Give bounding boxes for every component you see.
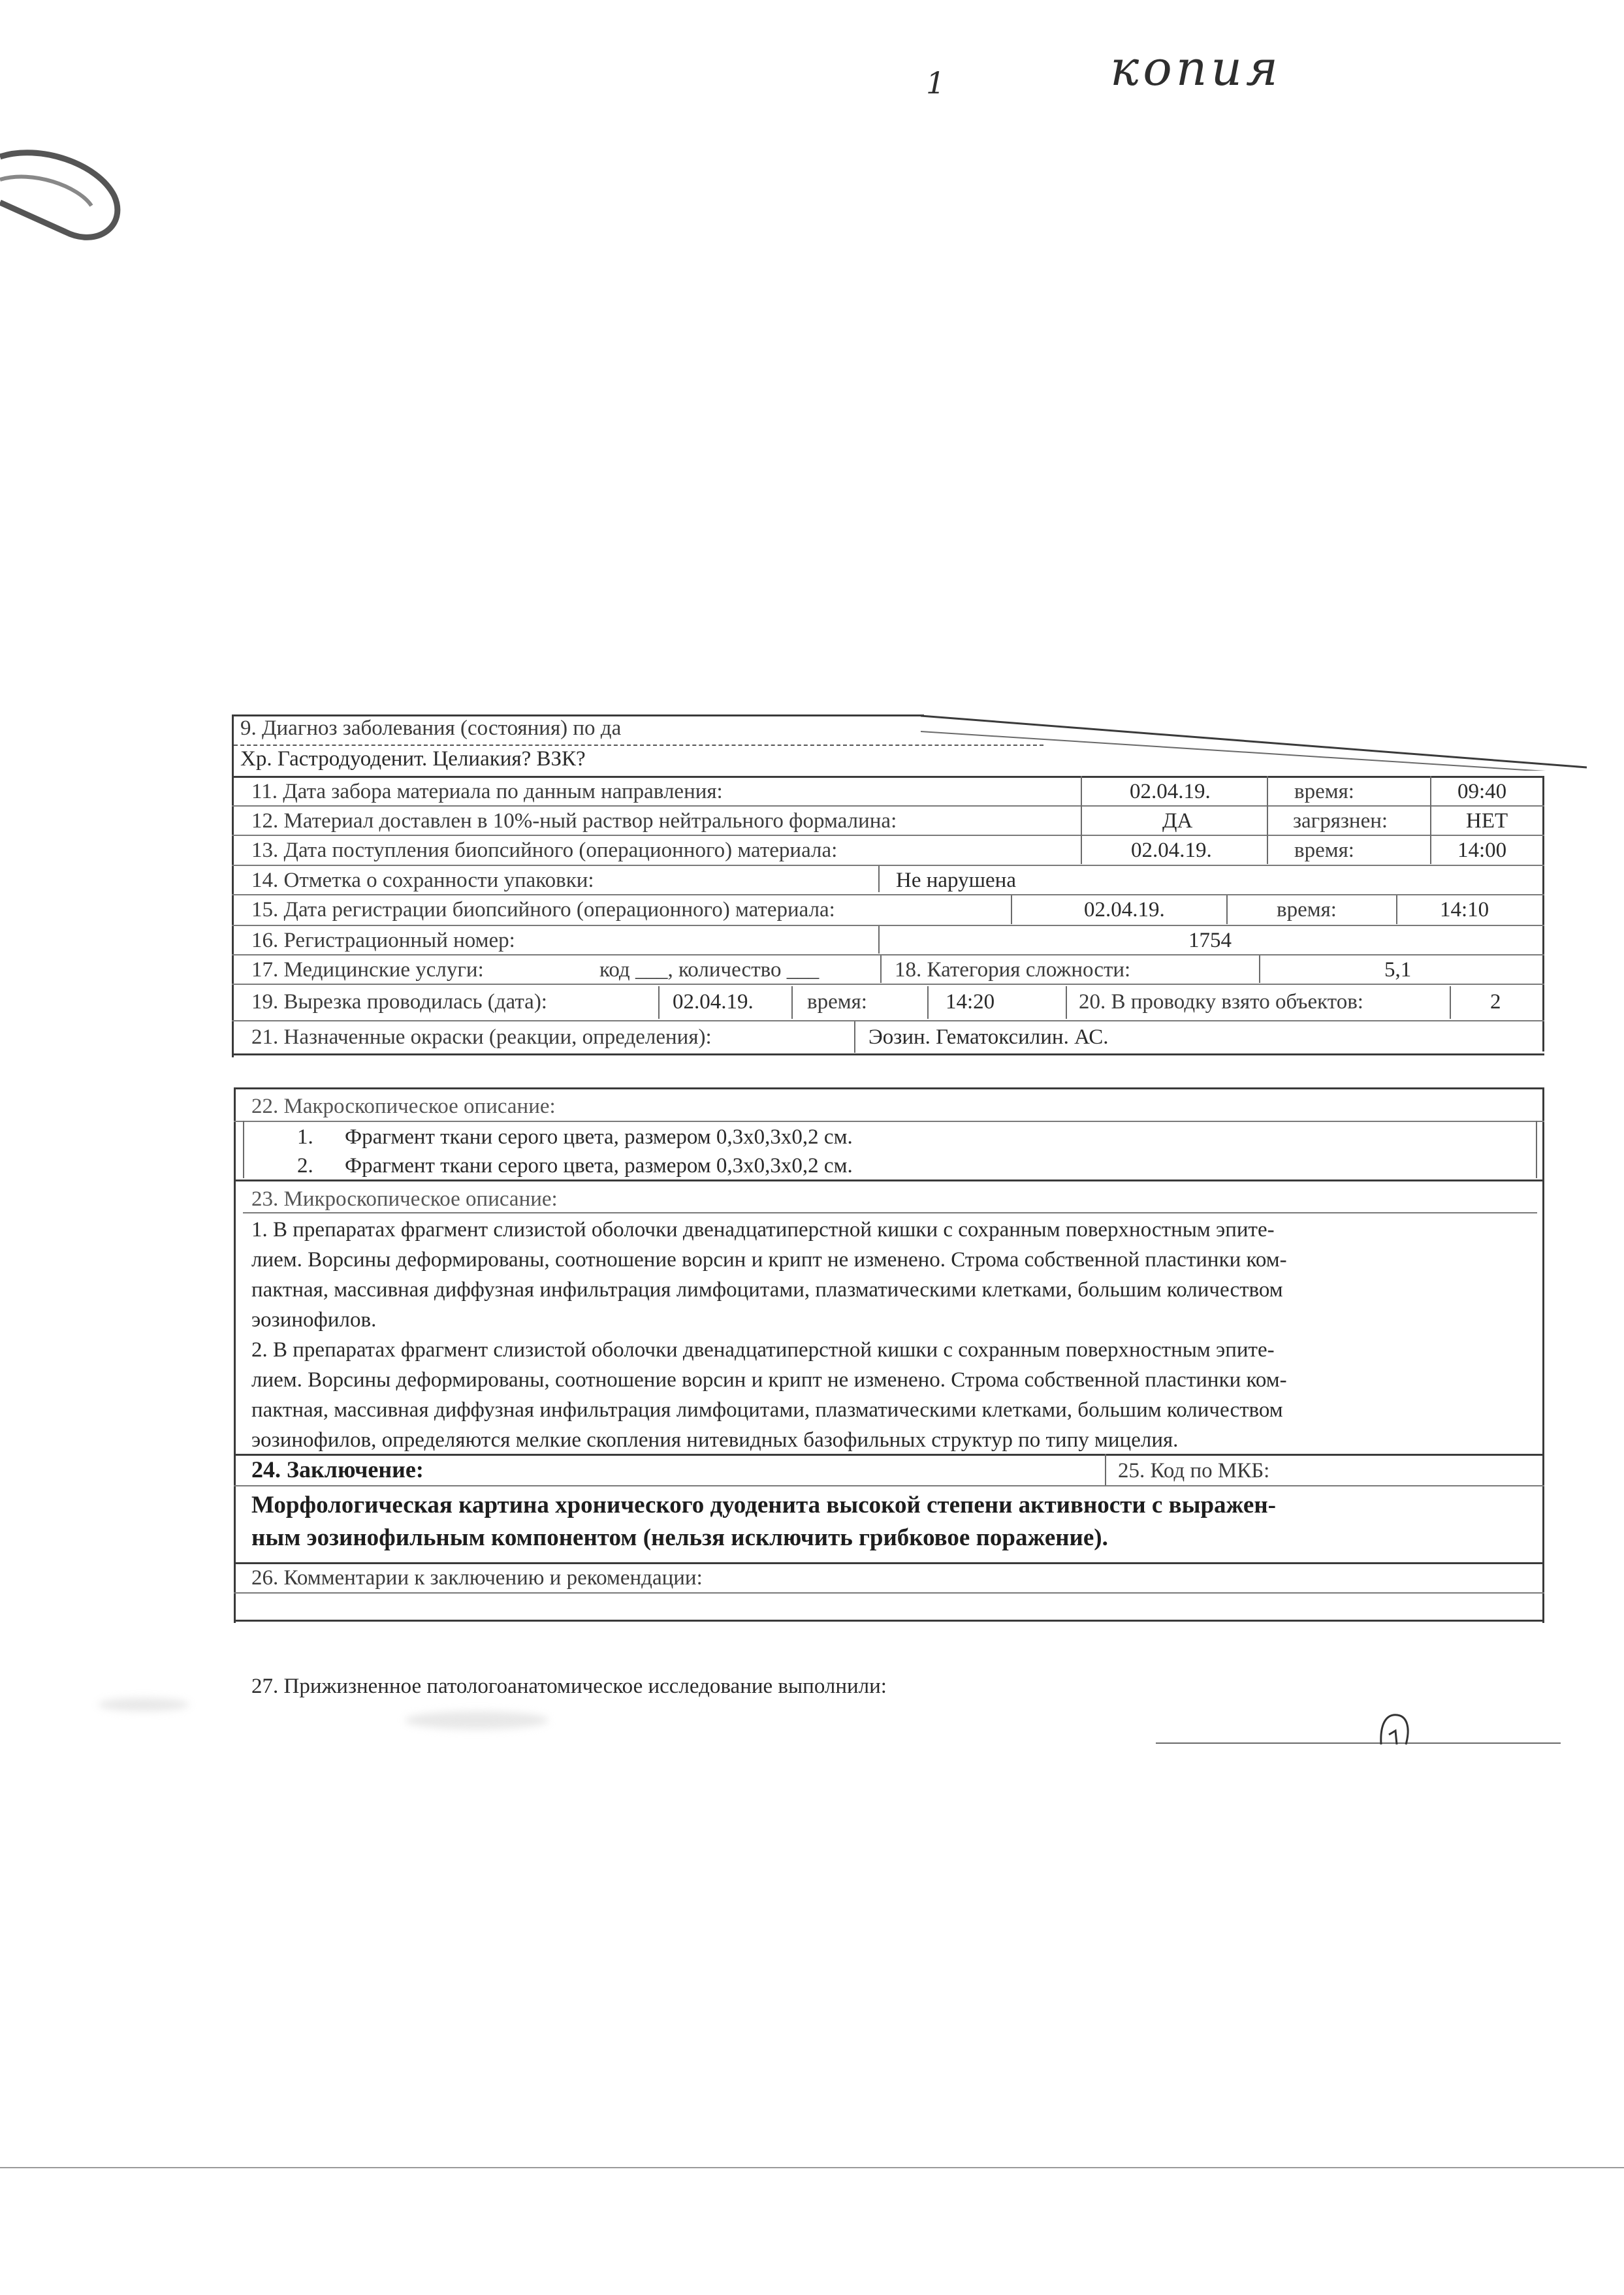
item18-label: 18. Категория сложности:: [895, 958, 1131, 982]
item18-complexity-value: 5,1: [1384, 958, 1412, 982]
col-divider: [878, 926, 880, 954]
item13-time: 14:00: [1457, 839, 1507, 862]
item19-time: 14:20: [946, 990, 995, 1014]
micro-line: 1. В препаратах фрагмент слизистой оболочки двенадцатиперстной кишки с сохранным поверхностным эпите-: [251, 1218, 1275, 1242]
macro-item-text: Фрагмент ткани серого цвета, размером 0,3х0,3х0,2 см.: [345, 1154, 853, 1178]
item25-label: 25. Код по МКБ:: [1118, 1459, 1270, 1483]
item15-date: 02.04.19.: [1084, 898, 1165, 922]
paper-clip-shadow: [0, 118, 157, 261]
row-divider: [234, 1485, 1544, 1486]
item12-label: 12. Материал доставлен в 10%-ный раствор нейтрального формалина:: [251, 809, 897, 833]
inner-right-border: [1536, 1121, 1537, 1178]
item19-date: 02.04.19.: [673, 990, 754, 1014]
inner-left-border: [243, 1121, 244, 1178]
col-divider: [1259, 955, 1260, 983]
item13-date: 02.04.19.: [1131, 839, 1212, 862]
copy-mark: копия: [1110, 40, 1282, 97]
scan-smudge: [98, 1698, 189, 1711]
col-divider: [1226, 895, 1228, 924]
item19-label: 19. Вырезка проводилась (дата):: [251, 990, 547, 1014]
section-b-bottom-border: [234, 1620, 1544, 1622]
row-divider: [232, 1020, 1544, 1021]
col-divider: [1430, 776, 1431, 864]
micro-line: эозинофилов, определяются мелкие скопления нитевидных базофильных структур по типу мицелия.: [251, 1428, 1179, 1452]
item14-label: 14. Отметка о сохранности упаковки:: [251, 869, 594, 892]
section-a-left-border: [232, 714, 234, 1057]
page-number: 1: [926, 65, 946, 101]
item16-label: 16. Регистрационный номер:: [251, 929, 515, 952]
item23-label: 23. Микроскопическое описание:: [251, 1187, 558, 1211]
section-a-right-border: [1542, 776, 1544, 1051]
item27-label: 27. Прижизненное патологоанатомическое исследование выполнили:: [251, 1675, 887, 1698]
item21-stains: Эозин. Гематоксилин. АС.: [868, 1025, 1109, 1049]
item12-polluted-value: НЕТ: [1466, 809, 1508, 833]
col-divider: [880, 955, 882, 983]
scan-smudge: [405, 1711, 549, 1729]
item20-objects-count: 2: [1490, 990, 1501, 1014]
col-divider: [878, 866, 880, 892]
item15-time: 14:10: [1440, 898, 1489, 922]
macro-item-number: 2.: [297, 1154, 313, 1178]
item12-polluted-label: загрязнен:: [1293, 809, 1388, 833]
col-divider: [927, 986, 929, 1019]
row-divider: [234, 1592, 1544, 1594]
col-divider: [1105, 1454, 1106, 1485]
col-divider: [1011, 895, 1012, 924]
row-divider: [234, 1180, 1544, 1181]
micro-line: пактная, массивная диффузная инфильтрация лимфоцитами, плазматическими клетками, большим количеством: [251, 1278, 1283, 1302]
section-a-bottom-border: [232, 1053, 1544, 1055]
section-b-top-border: [234, 1087, 1544, 1089]
item22-label: 22. Макроскопическое описание:: [251, 1095, 556, 1118]
bottom-page-edge: [0, 2167, 1624, 2168]
micro-line: пактная, массивная диффузная инфильтрация лимфоцитами, плазматическими клетками, большим количеством: [251, 1398, 1283, 1422]
item15-time-label: время:: [1277, 898, 1337, 922]
col-divider: [658, 986, 660, 1019]
item17-code-quantity: код ___, количество ___: [599, 958, 820, 982]
section-b-right-border: [1542, 1087, 1544, 1623]
item13-label: 13. Дата поступления биопсийного (операционного) материала:: [251, 839, 838, 862]
conclusion-line: ным эозинофильным компонентом (нельзя исключить грибковое поражение).: [251, 1524, 1108, 1551]
signature: [1375, 1709, 1420, 1748]
col-divider: [1066, 986, 1067, 1019]
item19-time-label: время:: [807, 990, 867, 1014]
micro-line: лием. Ворсины деформированы, соотношение ворсин и крипт не изменено. Строма собственной пластинки ком-: [251, 1368, 1287, 1392]
item20-label: 20. В проводку взято объектов:: [1079, 990, 1363, 1014]
col-divider: [1450, 986, 1451, 1019]
micro-line: 2. В препаратах фрагмент слизистой оболочки двенадцатиперстной кишки с сохранным поверхностным эпите-: [251, 1338, 1275, 1362]
col-divider: [1396, 895, 1397, 924]
section-b-left-border: [234, 1087, 236, 1623]
item12-formalin-value: ДА: [1162, 809, 1193, 833]
micro-line: эозинофилов.: [251, 1308, 377, 1332]
col-divider: [791, 986, 793, 1019]
col-divider: [854, 1021, 855, 1053]
item9-diagnosis: Хр. Гастродуоденит. Целиакия? ВЗК?: [240, 747, 586, 771]
item16-registration-number: 1754: [1188, 929, 1232, 952]
item24-label: 24. Заключение:: [251, 1456, 424, 1483]
macro-item-number: 1.: [297, 1125, 313, 1149]
item26-label: 26. Комментарии к заключению и рекомендации:: [251, 1566, 703, 1590]
item9-label: 9. Диагноз заболевания (состояния) по да: [240, 716, 622, 740]
col-divider: [1081, 776, 1082, 864]
signature-line: [1156, 1742, 1561, 1744]
micro-line: лием. Ворсины деформированы, соотношение ворсин и крипт не изменено. Строма собственной пластинки ком-: [251, 1248, 1287, 1272]
item14-package-status: Не нарушена: [896, 869, 1016, 892]
col-divider: [1267, 776, 1268, 864]
item15-label: 15. Дата регистрации биопсийного (операционного) материала:: [251, 898, 835, 922]
item11-label: 11. Дата забора материала по данным направления:: [251, 780, 723, 803]
item11-time-label: время:: [1294, 780, 1354, 803]
conclusion-line: Морфологическая картина хронического дуоденита высокой степени активности с выражен-: [251, 1492, 1276, 1518]
row-divider: [234, 1454, 1544, 1456]
row-divider: [243, 1212, 1537, 1213]
item21-label: 21. Назначенные окраски (реакции, определения):: [251, 1025, 712, 1049]
torn-edge: [921, 712, 1587, 771]
item11-time: 09:40: [1457, 780, 1507, 803]
item17-label: 17. Медицинские услуги:: [251, 958, 484, 982]
item11-date: 02.04.19.: [1130, 780, 1211, 803]
item13-time-label: время:: [1294, 839, 1354, 862]
macro-item-text: Фрагмент ткани серого цвета, размером 0,3х0,3х0,2 см.: [345, 1125, 853, 1149]
row-divider: [234, 1121, 1544, 1122]
